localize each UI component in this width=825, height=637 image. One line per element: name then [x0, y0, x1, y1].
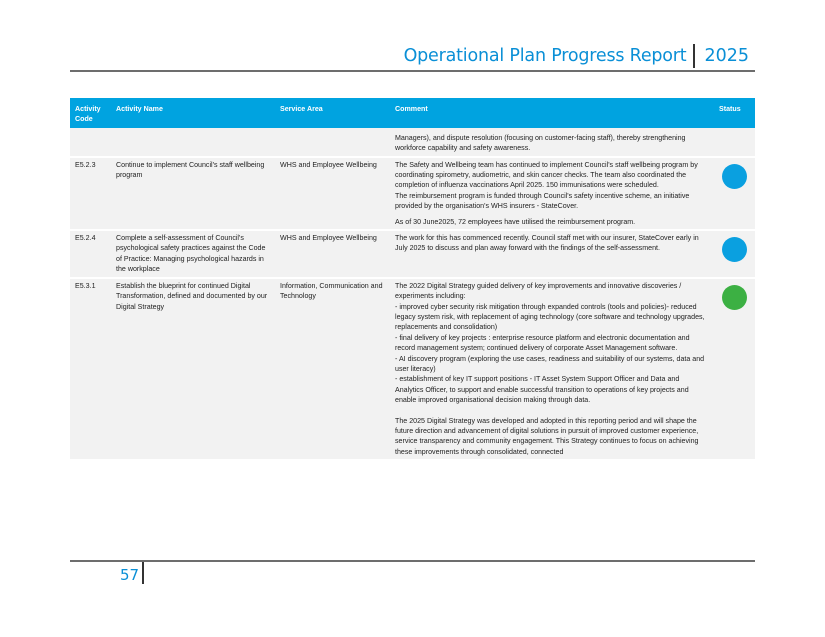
column-header-status: Status	[714, 98, 755, 128]
status-indicator	[722, 164, 747, 189]
column-header-activity-code: Activity Code	[70, 98, 111, 128]
comment-cell	[390, 128, 714, 156]
column-header-comment: Comment	[390, 98, 714, 128]
activity-code: E5.3.1	[70, 279, 111, 460]
activity-name: Complete a self-assessment of Council's psychological safety practices against the Code of Practice: Managing psychological hazards in the workplace	[111, 231, 275, 277]
column-header-service-area: Service Area	[275, 98, 390, 128]
column-header-activity-name: Activity Name	[111, 98, 275, 128]
footer-rule	[70, 560, 755, 562]
operational-plan-table	[70, 98, 755, 459]
comment-cell	[390, 279, 714, 460]
comment-text: - AI discovery program (exploring the use cases, readiness and suitability of our systems, data and user literacy)	[395, 354, 705, 373]
report-title: Operational Plan Progress Report	[403, 46, 687, 66]
page-number: 57	[120, 566, 140, 584]
report-header	[404, 44, 749, 68]
status-indicator	[722, 237, 747, 262]
service-area: WHS and Employee Wellbeing	[275, 231, 390, 277]
table-row	[70, 158, 755, 229]
service-area: WHS and Employee Wellbeing	[275, 158, 390, 229]
comment-text: The work for this has commenced recently. Council staff met with our insurer, StateCover early in July 2025 to discuss and plan away forward with the findings of the self-assessment.	[395, 234, 699, 253]
table-row-continuation	[70, 128, 755, 156]
table-row	[70, 279, 755, 460]
comment-text: The 2025 Digital Strategy was developed and adopted in this reporting period and will shape the future direction and advancement of digital solutions in pursuit of improved customer experience, service transparency and community engagement. This Strategy continues to focus on achieving these improvements through consolidated, connected	[395, 416, 699, 456]
status-cell	[714, 279, 755, 460]
comment-cell	[390, 158, 714, 229]
table-header-row	[70, 98, 755, 128]
status-indicator	[722, 285, 747, 310]
status-cell	[714, 231, 755, 277]
comment-text: Managers), and dispute resolution (focusing on customer-facing staff), thereby strengthening workforce capability and safety awareness.	[395, 133, 686, 153]
activity-name: Establish the blueprint for continued Digital Transformation, defined and documented by our Digital Strategy	[111, 279, 275, 460]
footer-divider	[142, 562, 144, 584]
comment-text: - establishment of key IT support positions - IT Asset System Support Officer and Data and Analytics Officer, to support and enable successful transition to operations of key projects and enable improved organisational decision making through data.	[395, 375, 689, 405]
report-year: 2025	[704, 46, 749, 66]
comment-text: The Safety and Wellbeing team has continued to implement Council's staff wellbeing program by coordinating spirometry, audiometric, and skin cancer checks. The team also coordinated the completion of influenza vaccinations April 2025. 150 immunisations were scheduled.	[395, 160, 698, 190]
comment-text: The reimbursement program is funded through Council's safety incentive scheme, an initiative provided by the organisation's WHS insurers - StateCover.	[395, 191, 690, 211]
comment-text: As of 30 June2025, 72 employees have utilised the reimbursement program.	[395, 217, 636, 226]
table-row	[70, 231, 755, 277]
header-divider	[693, 44, 695, 68]
comment-text: - improved cyber security risk mitigation through expanded controls (tools and policies)- reduced legacy system risk, with replacement of aging technology (core software and technology upgrades, replacements and consolidation)	[395, 302, 705, 332]
activity-code: E5.2.3	[70, 158, 111, 229]
comment-cell	[390, 231, 714, 277]
header-rule	[70, 70, 755, 72]
status-cell	[714, 158, 755, 229]
activity-name: Continue to implement Council's staff wellbeing program	[111, 158, 275, 229]
activity-code: E5.2.4	[70, 231, 111, 277]
comment-text: - final delivery of key projects : enterprise resource platform and electronic documentation and record management system; continued delivery of corporate Asset Management software.	[395, 333, 690, 353]
service-area: Information, Communication and Technology	[275, 279, 390, 460]
comment-text: The 2022 Digital Strategy guided delivery of key improvements and innovative discoveries / experiments including:	[395, 281, 682, 301]
